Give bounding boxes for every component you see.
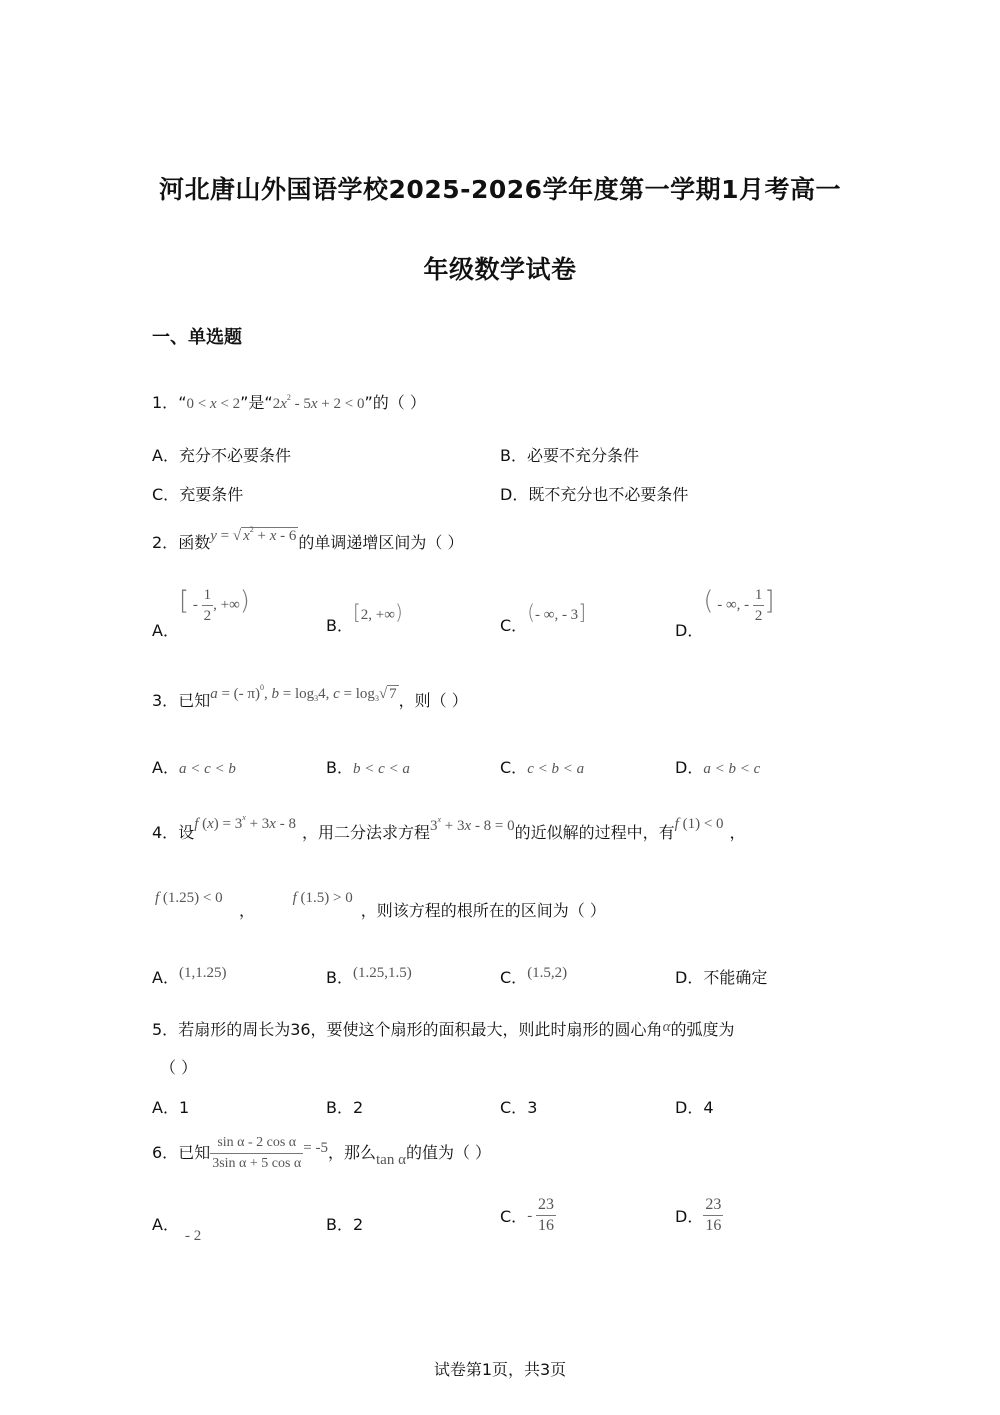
option-a: A．- 2 <box>152 1215 202 1244</box>
option-d: D．不能确定 <box>675 968 768 987</box>
question-5-cont: （ ） <box>160 1058 198 1077</box>
math-expression: f (1) < 0 <box>674 816 724 832</box>
option-c: C．c < b < a <box>500 758 585 777</box>
math-expression: (1,1.25) <box>178 965 227 981</box>
option-b: B．[2, +∞) <box>326 600 403 635</box>
question-6: 6．已知 $\frac{\text{sin α - 2 cos α}}{\text{3sin α + 5 cos α}}$ = -5，那么tan α的值为（ ） <box>152 1133 491 1174</box>
question-4-cont: f (1.25) < 0 ， f (1.5) > 0，则该方程的根所在的区间为（ ） <box>155 890 606 920</box>
option-c: C．(1.5,2) <box>500 965 568 987</box>
math-expression: a = (- π)$^0$, $b = \log_34$, $c = \log_3√$ 7 <box>210 683 397 703</box>
question-number: 4． <box>152 823 179 842</box>
option-b: B．2 <box>326 1215 364 1234</box>
option-c: C．3 <box>500 1098 538 1117</box>
math-expression: tan α <box>376 1152 406 1168</box>
question-5: 5．若扇形的周长为36，要使这个扇形的面积最大，则此时扇形的圆心角α的弧度为 <box>152 1019 735 1039</box>
math-expression: [ - $\frac{1}{2}$ , +∞) <box>178 585 250 624</box>
question-3: 3．已知a = (- π)$^0$, $b = \log_34$, $c = \log_3√$ 7 ，则（ ） <box>152 683 468 710</box>
math-expression: α <box>662 1019 671 1035</box>
option-b: B．必要不充分条件 <box>500 446 639 465</box>
math-expression: $3^x + 3x - 8 = 0$ <box>429 815 515 834</box>
option-c: C．- $\frac{23}{16}$ <box>500 1196 554 1234</box>
option-d: D．4 <box>675 1098 714 1117</box>
section-heading: 一、单选题 <box>152 327 242 348</box>
option-a: A．[ - $\frac{1}{2}$ , +∞) <box>152 585 250 640</box>
question-2: 2．函数y = √ $x^2 + x - 6$ 的单调递增区间为（ ） <box>152 525 464 552</box>
option-a: A．(1,1.25) <box>152 965 227 987</box>
math-expression: - <box>527 1208 536 1224</box>
option-d: D．a < b < c <box>675 758 761 777</box>
option-b: B．2 <box>326 1098 364 1117</box>
option-a: A．充分不必要条件 <box>152 446 291 465</box>
math-expression: $2x^2 - 5x + 2 < 0$ <box>272 393 365 412</box>
question-number: 2． <box>152 533 179 552</box>
math-expression: b < c < a <box>352 761 410 777</box>
math-expression: ( - ∞, - $\frac{1}{2}$ ] <box>703 585 775 624</box>
math-expression: = -5 <box>303 1140 328 1156</box>
question-number: 6． <box>152 1143 179 1162</box>
page-footer: 试卷第1页，共3页 <box>433 1360 567 1379</box>
option-a: A．1 <box>152 1098 190 1117</box>
math-expression: f (1.5) > 0 <box>292 890 353 906</box>
math-expression: (- ∞, - 3] <box>527 600 586 624</box>
math-expression: f $(x) = 3^x + 3x - 8$ <box>194 813 296 832</box>
math-expression: [2, +∞) <box>352 600 403 624</box>
option-d: D．( - ∞, - $\frac{1}{2}$ ] <box>675 585 775 640</box>
math-fraction: $\frac{\text{sin α - 2 cos α}}{\text{3sin α + 5 cos α}}$ <box>212 1135 302 1171</box>
math-expression: c < b < a <box>527 761 585 777</box>
question-1: 1．“0 < x < 2”是“$2x^2 - 5x + 2 < 0$”的（ ） <box>152 393 426 412</box>
math-expression: - 2 <box>184 1228 202 1244</box>
option-c: C．充要条件 <box>152 485 244 504</box>
question-4: 4．设f $(x) = 3^x + 3x - 8$ ，用二分法求方程$3^x + 3x - 8 = 0$的近似解的过程中，有f (1) < 0 ， <box>152 813 746 842</box>
math-fraction: $\frac{23}{16}$ <box>705 1196 722 1234</box>
option-d: D． $\frac{23}{16}$ <box>675 1196 722 1234</box>
option-b: B．b < c < a <box>326 758 410 777</box>
option-a: A．a < c < b <box>152 758 236 777</box>
question-number: 5． <box>152 1020 179 1039</box>
option-d: D．既不充分也不必要条件 <box>500 485 689 504</box>
math-expression: 0 < x < 2 <box>186 396 241 412</box>
exam-title-line1: 河北唐山外国语学校2025-2026学年度第一学期1月考高一 <box>159 175 841 204</box>
option-b: B．(1.25,1.5) <box>326 965 412 987</box>
question-number: 1． <box>152 393 179 412</box>
exam-title-line2: 年级数学试卷 <box>423 255 577 284</box>
math-expression: y = √ $x^2 + x - 6$ <box>210 525 297 544</box>
question-number: 3． <box>152 691 179 710</box>
option-c: C．(- ∞, - 3] <box>500 600 586 635</box>
math-expression: (1.5,2) <box>527 965 568 981</box>
math-expression: (1.25,1.5) <box>352 965 412 981</box>
math-expression: a < c < b <box>178 761 236 777</box>
math-expression: f (1.25) < 0 <box>155 890 223 906</box>
math-fraction: $\frac{23}{16}$ <box>537 1196 554 1234</box>
math-expression: a < b < c <box>703 761 761 777</box>
